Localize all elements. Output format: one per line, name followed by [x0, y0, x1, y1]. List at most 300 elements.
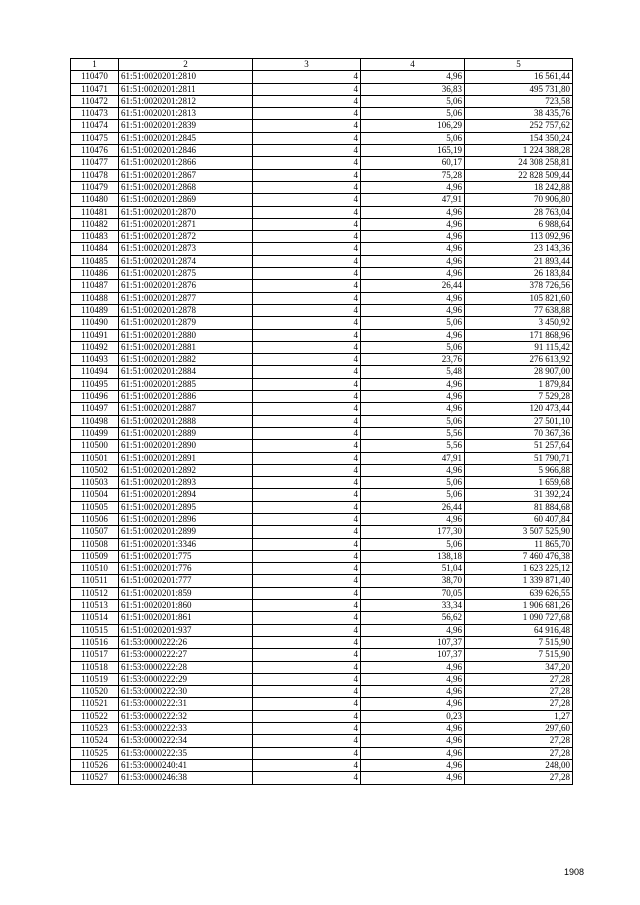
table-cell-col2: 61:51:0020201:2877: [119, 292, 253, 304]
table-cell-col2: 61:51:0020201:937: [119, 624, 253, 636]
table-cell-col4: 5,48: [361, 366, 465, 378]
table-cell-col1: 110502: [71, 464, 119, 476]
table-cell-col1: 110474: [71, 120, 119, 132]
table-cell-col2: 61:51:0020201:2882: [119, 354, 253, 366]
table-cell-col5: 27,28: [465, 698, 573, 710]
table-cell-col1: 110494: [71, 366, 119, 378]
table-cell-col2: 61:51:0020201:2896: [119, 513, 253, 525]
table-cell-col5: 23 143,36: [465, 243, 573, 255]
table-cell-col5: 64 916,48: [465, 624, 573, 636]
table-cell-col3: 4: [253, 341, 361, 353]
table-cell-col4: 5,06: [361, 538, 465, 550]
table-cell-col3: 4: [253, 747, 361, 759]
table-cell-col4: 47,91: [361, 194, 465, 206]
table-cell-col1: 110488: [71, 292, 119, 304]
table-row: [71, 636, 573, 648]
table-cell-col2: 61:51:0020201:3346: [119, 538, 253, 550]
table-cell-col2: 61:51:0020201:2878: [119, 304, 253, 316]
table-cell-col5: 22 828 509,44: [465, 169, 573, 181]
table-cell-col2: 61:51:0020201:2875: [119, 268, 253, 280]
table-cell-col2: 61:51:0020201:2845: [119, 132, 253, 144]
table-cell-col2: 61:51:0020201:2890: [119, 440, 253, 452]
table-cell-col4: 70,05: [361, 587, 465, 599]
table-cell-col3: 4: [253, 366, 361, 378]
table-cell-col4: 177,30: [361, 526, 465, 538]
table-row: [71, 587, 573, 599]
table-cell-col5: 21 893,44: [465, 255, 573, 267]
table-cell-col2: 61:51:0020201:2895: [119, 501, 253, 513]
table-cell-col3: 4: [253, 194, 361, 206]
table-cell-col1: 110524: [71, 735, 119, 747]
table-cell-col3: 4: [253, 157, 361, 169]
table-cell-col5: 3 450,92: [465, 317, 573, 329]
table-body: [71, 71, 573, 784]
table-cell-col3: 4: [253, 612, 361, 624]
table-cell-col4: 4,96: [361, 71, 465, 83]
table-row: [71, 735, 573, 747]
table-cell-col2: 61:51:0020201:2866: [119, 157, 253, 169]
table-cell-col5: 38 435,76: [465, 108, 573, 120]
table-cell-col1: 110500: [71, 440, 119, 452]
table-cell-col3: 4: [253, 329, 361, 341]
table-row: [71, 661, 573, 673]
table-cell-col3: 4: [253, 673, 361, 685]
table-cell-col1: 110475: [71, 132, 119, 144]
table-cell-col4: 4,96: [361, 513, 465, 525]
table-cell-col1: 110517: [71, 649, 119, 661]
table-cell-col1: 110479: [71, 181, 119, 193]
table-row: [71, 698, 573, 710]
table-cell-col4: 26,44: [361, 280, 465, 292]
table-row: [71, 255, 573, 267]
table-row: [71, 132, 573, 144]
table-row: [71, 403, 573, 415]
table-cell-col5: 18 242,88: [465, 181, 573, 193]
table-cell-col5: 378 726,56: [465, 280, 573, 292]
table-cell-col3: 4: [253, 563, 361, 575]
table-row: [71, 526, 573, 538]
table-cell-col2: 61:53:0000222:28: [119, 661, 253, 673]
table-cell-col3: 4: [253, 145, 361, 157]
table-cell-col5: 91 115,42: [465, 341, 573, 353]
table-row: [71, 723, 573, 735]
table-row: [71, 489, 573, 501]
table-cell-col3: 4: [253, 477, 361, 489]
table-cell-col2: 61:53:0000222:33: [119, 723, 253, 735]
table-row: [71, 649, 573, 661]
table-cell-col4: 138,18: [361, 550, 465, 562]
table-cell-col5: 27,28: [465, 735, 573, 747]
table-cell-col4: 4,96: [361, 673, 465, 685]
table-cell-col1: 110526: [71, 759, 119, 771]
table-row: [71, 563, 573, 575]
table-cell-col3: 4: [253, 354, 361, 366]
table-cell-col2: 61:51:0020201:2893: [119, 477, 253, 489]
table-cell-col1: 110518: [71, 661, 119, 673]
table-cell-col4: 5,06: [361, 477, 465, 489]
table-row: [71, 550, 573, 562]
table-cell-col2: 61:51:0020201:2870: [119, 206, 253, 218]
table-cell-col2: 61:53:0000222:30: [119, 686, 253, 698]
table-cell-col3: 4: [253, 304, 361, 316]
table-cell-col4: 4,96: [361, 231, 465, 243]
table-cell-col5: 252 757,62: [465, 120, 573, 132]
table-cell-col2: 61:51:0020201:2886: [119, 391, 253, 403]
table-cell-col4: 4,96: [361, 243, 465, 255]
table-cell-col2: 61:53:0000246:38: [119, 772, 253, 784]
table-cell-col3: 4: [253, 575, 361, 587]
table-cell-col2: 61:51:0020201:2811: [119, 83, 253, 95]
table-cell-col5: 27,28: [465, 772, 573, 784]
table-cell-col1: 110504: [71, 489, 119, 501]
table-cell-col1: 110483: [71, 231, 119, 243]
table-cell-col3: 4: [253, 624, 361, 636]
table-cell-col5: 70 906,80: [465, 194, 573, 206]
table-cell-col2: 61:51:0020201:2810: [119, 71, 253, 83]
table-cell-col5: 60 407,84: [465, 513, 573, 525]
table-cell-col1: 110472: [71, 95, 119, 107]
table-cell-col5: 51 257,64: [465, 440, 573, 452]
table-cell-col3: 4: [253, 587, 361, 599]
table-cell-col4: 5,06: [361, 415, 465, 427]
table-row: [71, 108, 573, 120]
table-cell-col4: 106,29: [361, 120, 465, 132]
table-cell-col5: 5 966,88: [465, 464, 573, 476]
table-row: [71, 391, 573, 403]
table-cell-col4: 4,96: [361, 268, 465, 280]
table-row: [71, 501, 573, 513]
table-cell-col4: 4,96: [361, 772, 465, 784]
table-cell-col4: 5,06: [361, 132, 465, 144]
table-cell-col2: 61:51:0020201:2868: [119, 181, 253, 193]
table-row: [71, 575, 573, 587]
table-cell-col2: 61:51:0020201:859: [119, 587, 253, 599]
table-cell-col5: 28 763,04: [465, 206, 573, 218]
table-cell-col4: 0,23: [361, 710, 465, 722]
table-cell-col5: 723,58: [465, 95, 573, 107]
table-cell-col5: 7 460 476,38: [465, 550, 573, 562]
table-cell-col1: 110508: [71, 538, 119, 550]
table-cell-col5: 51 790,71: [465, 452, 573, 464]
table-cell-col1: 110495: [71, 378, 119, 390]
table-cell-col1: 110514: [71, 612, 119, 624]
table-cell-col5: 27,28: [465, 747, 573, 759]
table-cell-col4: 4,96: [361, 329, 465, 341]
table-cell-col3: 4: [253, 95, 361, 107]
table-cell-col3: 4: [253, 255, 361, 267]
table-cell-col1: 110519: [71, 673, 119, 685]
table-cell-col3: 4: [253, 292, 361, 304]
table-cell-col4: 26,44: [361, 501, 465, 513]
table-cell-col1: 110516: [71, 636, 119, 648]
table-cell-col5: 154 350,24: [465, 132, 573, 144]
table-cell-col4: 4,96: [361, 723, 465, 735]
table-cell-col5: 11 865,70: [465, 538, 573, 550]
table-cell-col3: 4: [253, 526, 361, 538]
table-cell-col3: 4: [253, 83, 361, 95]
table-row: [71, 83, 573, 95]
table-cell-col3: 4: [253, 686, 361, 698]
table-cell-col1: 110505: [71, 501, 119, 513]
table-row: [71, 686, 573, 698]
table-cell-col1: 110487: [71, 280, 119, 292]
table-cell-col4: 38,70: [361, 575, 465, 587]
table-row: [71, 329, 573, 341]
table-cell-col4: 4,96: [361, 747, 465, 759]
table-cell-col1: 110478: [71, 169, 119, 181]
table-cell-col3: 4: [253, 538, 361, 550]
table-row: [71, 464, 573, 476]
table-cell-col2: 61:51:0020201:2888: [119, 415, 253, 427]
table-cell-col5: 31 392,24: [465, 489, 573, 501]
table-cell-col3: 4: [253, 440, 361, 452]
table-cell-col1: 110511: [71, 575, 119, 587]
table-cell-col1: 110520: [71, 686, 119, 698]
table-row: [71, 378, 573, 390]
table-cell-col4: 5,06: [361, 108, 465, 120]
table-cell-col3: 4: [253, 280, 361, 292]
table-row: [71, 624, 573, 636]
table-cell-col5: 113 092,96: [465, 231, 573, 243]
table-cell-col2: 61:53:0000222:32: [119, 710, 253, 722]
table-cell-col2: 61:51:0020201:860: [119, 600, 253, 612]
table-cell-col1: 110490: [71, 317, 119, 329]
table-cell-col3: 4: [253, 317, 361, 329]
table-cell-col4: 56,62: [361, 612, 465, 624]
table-row: [71, 366, 573, 378]
table-row: [71, 759, 573, 771]
cadastral-table: [70, 58, 573, 785]
table-row: [71, 95, 573, 107]
table-cell-col4: 4,96: [361, 255, 465, 267]
table-cell-col3: 4: [253, 243, 361, 255]
table-cell-col1: 110501: [71, 452, 119, 464]
table-cell-col1: 110477: [71, 157, 119, 169]
table-cell-col5: 276 613,92: [465, 354, 573, 366]
table-cell-col5: 77 638,88: [465, 304, 573, 316]
table-cell-col5: 28 907,00: [465, 366, 573, 378]
table-cell-col5: 639 626,55: [465, 587, 573, 599]
table-cell-col3: 4: [253, 415, 361, 427]
table-cell-col1: 110506: [71, 513, 119, 525]
table-row: [71, 243, 573, 255]
table-cell-col5: 7 515,90: [465, 649, 573, 661]
table-cell-col4: 4,96: [361, 464, 465, 476]
table-cell-col3: 4: [253, 600, 361, 612]
table-cell-col5: 248,00: [465, 759, 573, 771]
table-cell-col4: 47,91: [361, 452, 465, 464]
table-cell-col3: 4: [253, 71, 361, 83]
table-cell-col5: 1 659,68: [465, 477, 573, 489]
table-cell-col4: 165,19: [361, 145, 465, 157]
table-cell-col4: 4,96: [361, 759, 465, 771]
table-cell-col3: 4: [253, 403, 361, 415]
table-cell-col4: 107,37: [361, 649, 465, 661]
table-cell-col4: 51,04: [361, 563, 465, 575]
table-cell-col5: 120 473,44: [465, 403, 573, 415]
table-cell-col4: 60,17: [361, 157, 465, 169]
table-row: [71, 181, 573, 193]
table-cell-col3: 4: [253, 231, 361, 243]
table-cell-col4: 5,06: [361, 317, 465, 329]
table-cell-col2: 61:51:0020201:2873: [119, 243, 253, 255]
table-cell-col1: 110525: [71, 747, 119, 759]
table-cell-col2: 61:51:0020201:2867: [119, 169, 253, 181]
table-cell-col5: 6 988,64: [465, 218, 573, 230]
table-cell-col5: 7 529,28: [465, 391, 573, 403]
table-cell-col1: 110512: [71, 587, 119, 599]
table-row: [71, 440, 573, 452]
table-cell-col2: 61:51:0020201:2812: [119, 95, 253, 107]
table-cell-col5: 27,28: [465, 673, 573, 685]
table-row: [71, 452, 573, 464]
table-row: [71, 673, 573, 685]
table-cell-col1: 110510: [71, 563, 119, 575]
table-cell-col5: 24 308 258,81: [465, 157, 573, 169]
table-cell-col5: 81 884,68: [465, 501, 573, 513]
table-cell-col1: 110486: [71, 268, 119, 280]
column-header-1: 1: [71, 59, 119, 71]
table-cell-col3: 4: [253, 649, 361, 661]
table-cell-col4: 75,28: [361, 169, 465, 181]
table-cell-col1: 110470: [71, 71, 119, 83]
table-cell-col4: 4,96: [361, 403, 465, 415]
table-cell-col3: 4: [253, 120, 361, 132]
table-cell-col4: 107,37: [361, 636, 465, 648]
table-cell-col5: 3 507 525,90: [465, 526, 573, 538]
table-cell-col1: 110476: [71, 145, 119, 157]
table-cell-col2: 61:53:0000222:26: [119, 636, 253, 648]
table-cell-col1: 110513: [71, 600, 119, 612]
table-row: [71, 268, 573, 280]
table-cell-col2: 61:53:0000222:31: [119, 698, 253, 710]
table-row: [71, 218, 573, 230]
table-cell-col3: 4: [253, 268, 361, 280]
column-header-4: 4: [361, 59, 465, 71]
table-cell-col5: 495 731,80: [465, 83, 573, 95]
table-cell-col3: 4: [253, 698, 361, 710]
table-cell-col3: 4: [253, 710, 361, 722]
table-cell-col1: 110515: [71, 624, 119, 636]
table-cell-col3: 4: [253, 206, 361, 218]
table-cell-col5: 7 515,90: [465, 636, 573, 648]
table-cell-col1: 110493: [71, 354, 119, 366]
table-cell-col2: 61:53:0000222:29: [119, 673, 253, 685]
table-cell-col3: 4: [253, 132, 361, 144]
table-cell-col5: 1 224 388,28: [465, 145, 573, 157]
table-cell-col1: 110521: [71, 698, 119, 710]
table-cell-col4: 5,56: [361, 427, 465, 439]
table-cell-col2: 61:51:0020201:2884: [119, 366, 253, 378]
table-cell-col4: 4,96: [361, 378, 465, 390]
table-row: [71, 145, 573, 157]
table-cell-col2: 61:51:0020201:2846: [119, 145, 253, 157]
table-cell-col5: 26 183,84: [465, 268, 573, 280]
table-cell-col3: 4: [253, 489, 361, 501]
table-cell-col5: 297,60: [465, 723, 573, 735]
table-cell-col3: 4: [253, 772, 361, 784]
table-cell-col2: 61:51:0020201:2892: [119, 464, 253, 476]
table-cell-col2: 61:51:0020201:2881: [119, 341, 253, 353]
table-cell-col1: 110498: [71, 415, 119, 427]
table-cell-col2: 61:51:0020201:2839: [119, 120, 253, 132]
column-header-3: 3: [253, 59, 361, 71]
table-cell-col5: 27 501,10: [465, 415, 573, 427]
table-row: [71, 354, 573, 366]
table-cell-col1: 110499: [71, 427, 119, 439]
table-cell-col1: 110507: [71, 526, 119, 538]
table-cell-col4: 4,96: [361, 624, 465, 636]
table-cell-col2: 61:51:0020201:2880: [119, 329, 253, 341]
table-cell-col4: 36,83: [361, 83, 465, 95]
table-cell-col4: 23,76: [361, 354, 465, 366]
table-cell-col1: 110473: [71, 108, 119, 120]
table-cell-col2: 61:53:0000222:35: [119, 747, 253, 759]
table-cell-col1: 110481: [71, 206, 119, 218]
table-row: [71, 317, 573, 329]
table-cell-col3: 4: [253, 759, 361, 771]
table-cell-col2: 61:51:0020201:861: [119, 612, 253, 624]
table-cell-col3: 4: [253, 452, 361, 464]
table-cell-col1: 110509: [71, 550, 119, 562]
table-cell-col1: 110496: [71, 391, 119, 403]
table-cell-col3: 4: [253, 661, 361, 673]
table-row: [71, 427, 573, 439]
table-cell-col5: 16 561,44: [465, 71, 573, 83]
table-cell-col1: 110527: [71, 772, 119, 784]
table-cell-col4: 4,96: [361, 206, 465, 218]
table-cell-col2: 61:51:0020201:2813: [119, 108, 253, 120]
table-cell-col4: 5,06: [361, 341, 465, 353]
table-cell-col4: 4,96: [361, 661, 465, 673]
table-cell-col1: 110484: [71, 243, 119, 255]
table-row: [71, 231, 573, 243]
table-cell-col2: 61:51:0020201:2869: [119, 194, 253, 206]
table-cell-col3: 4: [253, 550, 361, 562]
table-row: [71, 71, 573, 83]
table-cell-col5: 1 906 681,26: [465, 600, 573, 612]
table-row: [71, 194, 573, 206]
table-row: [71, 341, 573, 353]
table-cell-col5: 347,20: [465, 661, 573, 673]
table-cell-col4: 5,06: [361, 95, 465, 107]
table-cell-col5: 105 821,60: [465, 292, 573, 304]
table-cell-col1: 110489: [71, 304, 119, 316]
table-cell-col2: 61:51:0020201:2885: [119, 378, 253, 390]
table-cell-col1: 110491: [71, 329, 119, 341]
table-cell-col4: 4,96: [361, 218, 465, 230]
table-cell-col1: 110503: [71, 477, 119, 489]
table-cell-col2: 61:51:0020201:2894: [119, 489, 253, 501]
table-row: [71, 415, 573, 427]
table-cell-col2: 61:51:0020201:775: [119, 550, 253, 562]
table-cell-col3: 4: [253, 169, 361, 181]
table-cell-col1: 110497: [71, 403, 119, 415]
table-row: [71, 157, 573, 169]
table-cell-col4: 5,06: [361, 489, 465, 501]
table-cell-col4: 33,34: [361, 600, 465, 612]
table-cell-col4: 4,96: [361, 686, 465, 698]
table-cell-col1: 110485: [71, 255, 119, 267]
table-cell-col3: 4: [253, 464, 361, 476]
table-cell-col2: 61:51:0020201:2899: [119, 526, 253, 538]
table-cell-col4: 4,96: [361, 181, 465, 193]
table-cell-col3: 4: [253, 501, 361, 513]
table-cell-col2: 61:51:0020201:777: [119, 575, 253, 587]
table-cell-col3: 4: [253, 723, 361, 735]
table-cell-col2: 61:51:0020201:2871: [119, 218, 253, 230]
table-row: [71, 477, 573, 489]
